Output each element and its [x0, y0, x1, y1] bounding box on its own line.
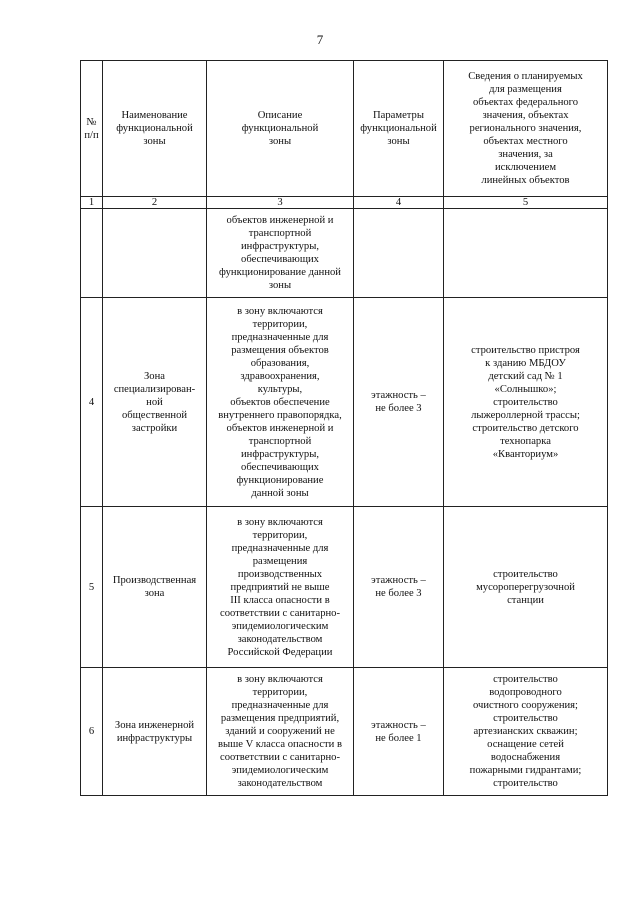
row-number: 6 [81, 668, 103, 796]
zone-name: Зона специализирован- ной общественной застройки [103, 298, 207, 507]
zone-description: в зону включаются территории, предназначенные для размещения производственных предприятий не выше III класса опасности в соответствии с санитарно- эпидемиологическим законодательством Российской Федерации [207, 507, 354, 668]
column-number: 3 [207, 197, 354, 209]
column-number: 1 [81, 197, 103, 209]
table-row [81, 668, 608, 796]
header-cell: Параметры функциональной зоны [354, 61, 444, 197]
column-number-row [81, 197, 608, 209]
column-number: 4 [354, 197, 444, 209]
functional-zones-table [80, 60, 608, 796]
column-number: 2 [103, 197, 207, 209]
planned-objects: строительство пристроя к зданию МБДОУ детский сад № 1 «Солнышко»; строительство лыжероллерной трассы; строительство детского технопарка «Кванториум» [444, 298, 608, 507]
header-cell: Наименование функциональной зоны [103, 61, 207, 197]
header-cell: Описание функциональной зоны [207, 61, 354, 197]
zone-name: Зона инженерной инфраструктуры [103, 668, 207, 796]
zone-parameters: этажность – не более 1 [354, 668, 444, 796]
zone-description: в зону включаются территории, предназначенные для размещения предприятий, зданий и сооружений не выше V класса опасности в соответствии с санитарно- эпидемиологическим законодательством [207, 668, 354, 796]
zone-parameters [354, 209, 444, 298]
row-number: 5 [81, 507, 103, 668]
page-number: 7 [316, 32, 324, 47]
header-cell: № п/п [81, 61, 103, 197]
zone-description: в зону включаются территории, предназначенные для размещения объектов образования, здравоохранения, культуры, объектов обеспечение внутреннего правопорядка, объектов инженерной и транспортной инфраструктуры, обеспечивающих функционирование данной зоны [207, 298, 354, 507]
planned-objects: строительство мусороперегрузочной станции [444, 507, 608, 668]
table-row [81, 209, 608, 298]
row-number [81, 209, 103, 298]
zone-name [103, 209, 207, 298]
zone-parameters: этажность – не более 3 [354, 298, 444, 507]
table-row [81, 298, 608, 507]
zone-name: Производственная зона [103, 507, 207, 668]
row-number: 4 [81, 298, 103, 507]
planned-objects [444, 209, 608, 298]
zone-description: объектов инженерной и транспортной инфраструктуры, обеспечивающих функционирование данной зоны [207, 209, 354, 298]
table-row [81, 507, 608, 668]
table-header-row [81, 61, 608, 197]
zone-parameters: этажность – не более 3 [354, 507, 444, 668]
planned-objects: строительство водопроводного очистного сооружения; строительство артезианских скважин; оснащение сетей водоснабжения пожарными гидрантами; строительство [444, 668, 608, 796]
header-cell: Сведения о планируемых для размещения объектах федерального значения, объектах регионального значения, объектах местного значения, за исключением линейных объектов [444, 61, 608, 197]
column-number: 5 [444, 197, 608, 209]
